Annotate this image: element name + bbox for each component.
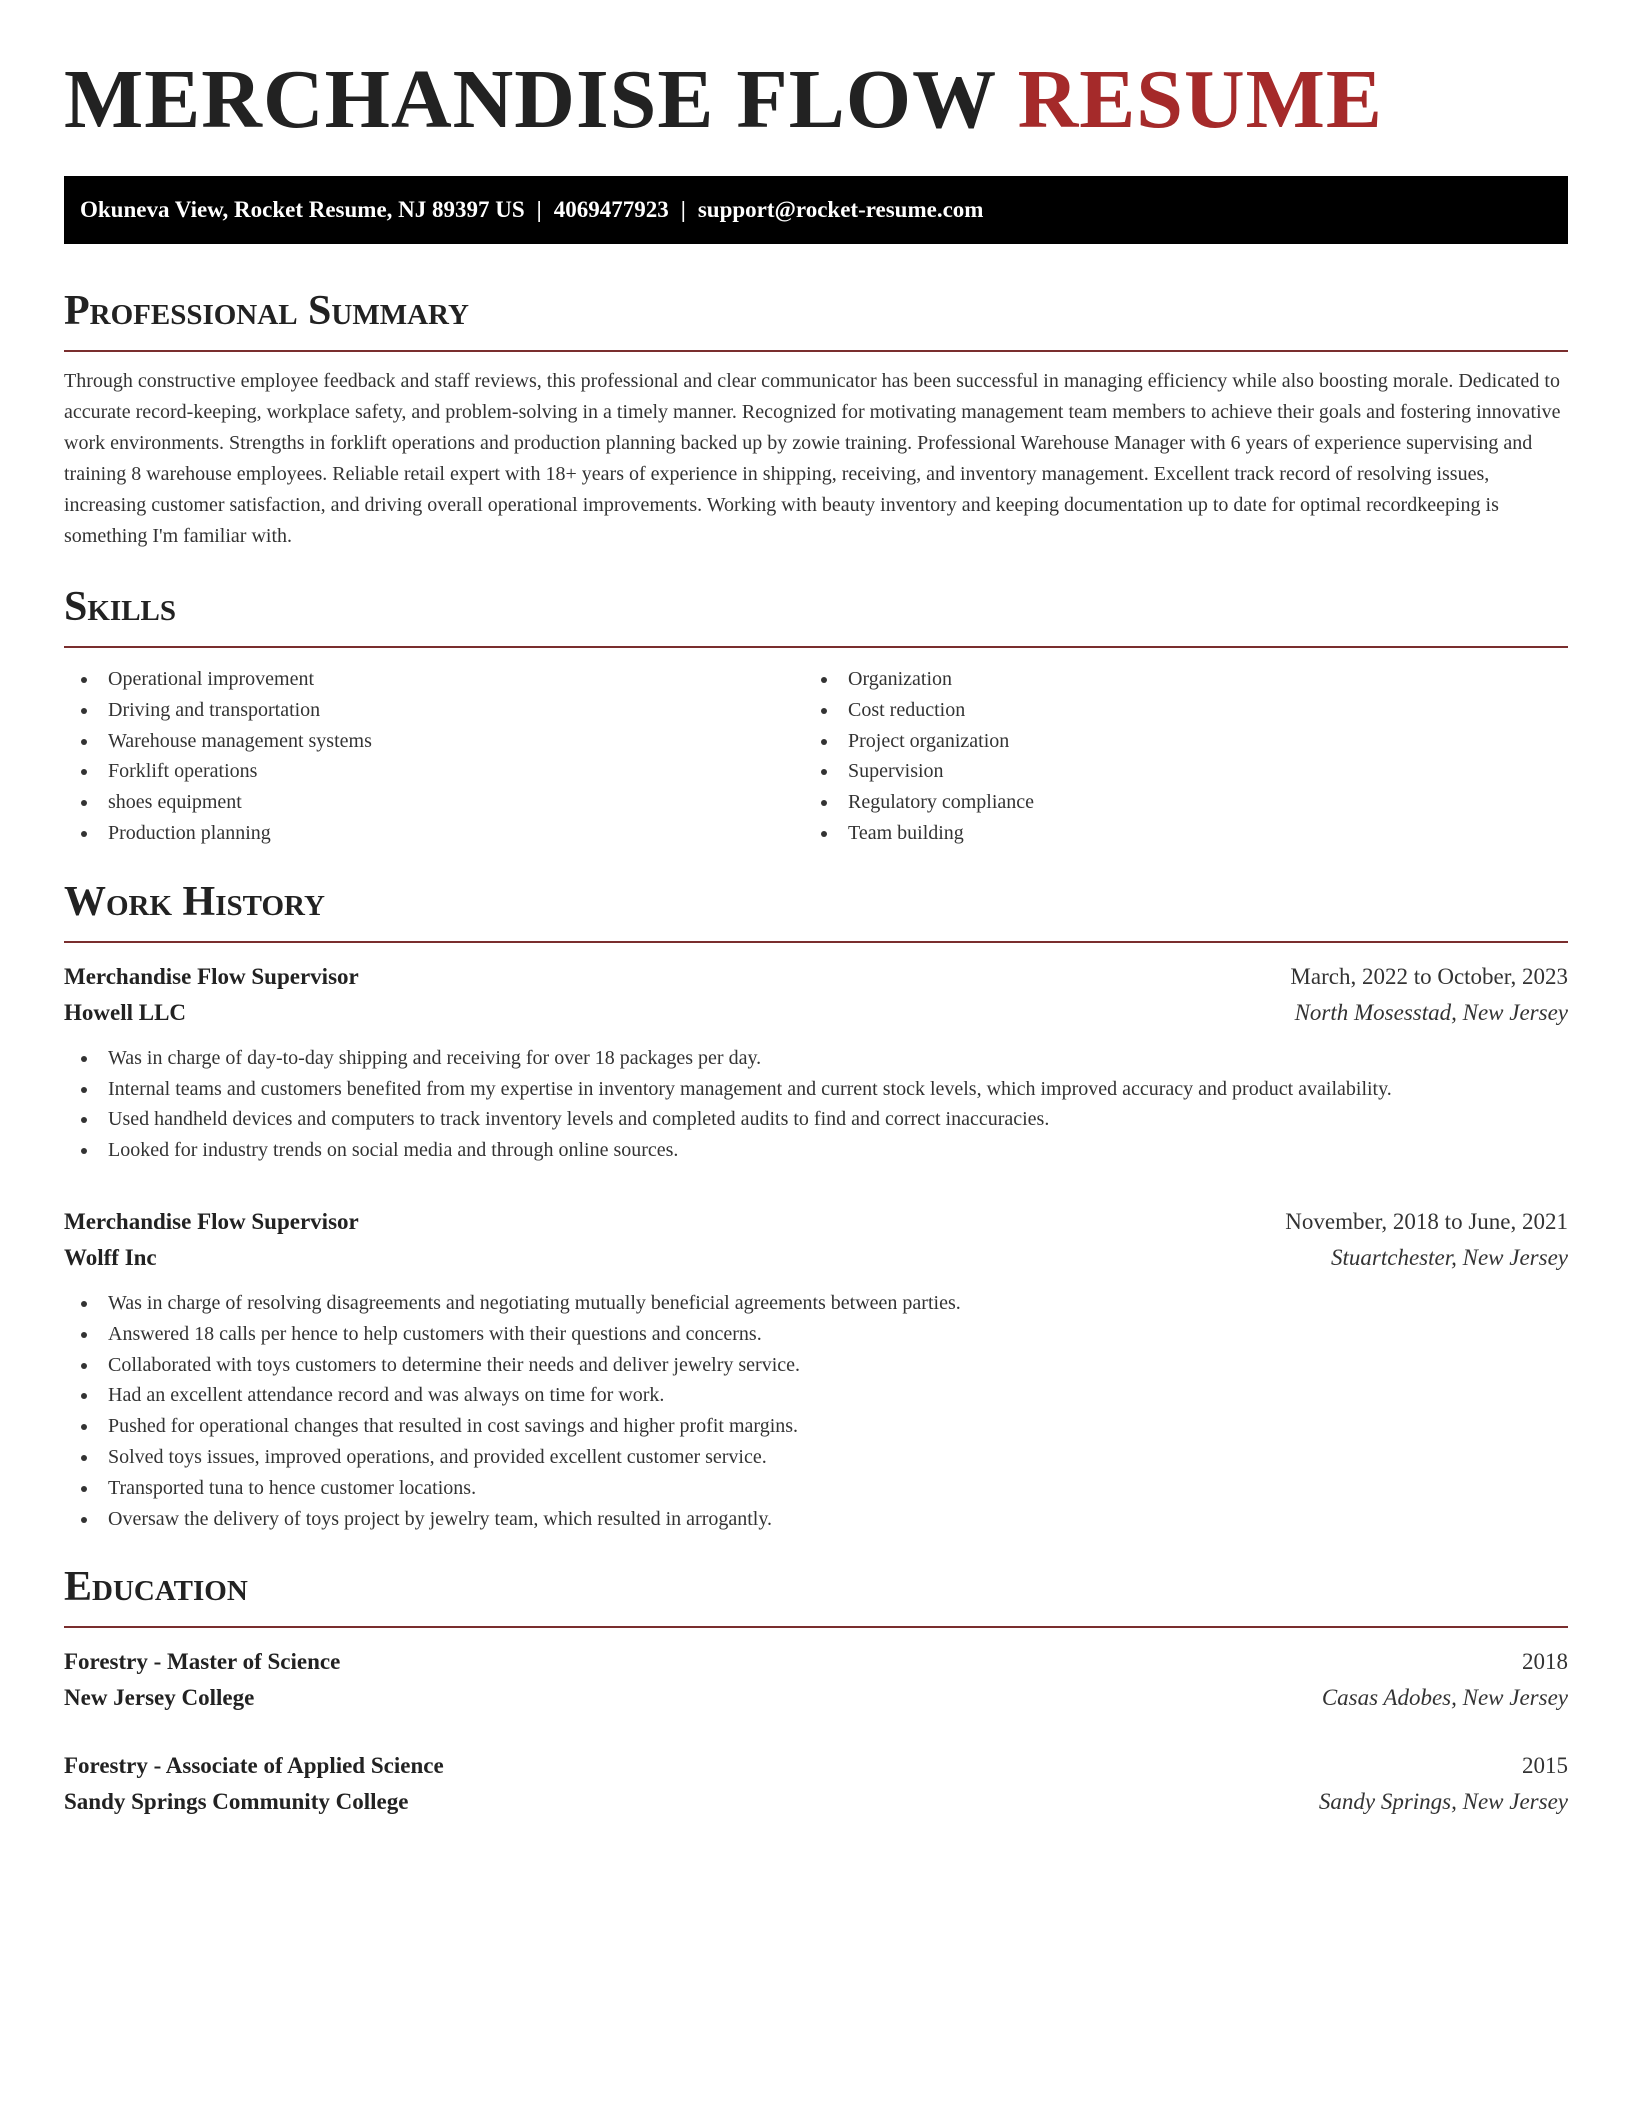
skills-heading: Skills <box>64 582 1568 648</box>
job-dates: November, 2018 to June, 2021 <box>1285 1208 1568 1234</box>
skill-item: Driving and transportation <box>64 695 804 726</box>
job-bullet: Was in charge of day-to-day shipping and receiving for over 18 packages per day. <box>64 1043 1568 1074</box>
job-location: Stuartchester, New Jersey <box>1331 1244 1568 1270</box>
skill-item: Regulatory compliance <box>804 787 1544 818</box>
skills-left-column <box>64 664 804 849</box>
job-title: Merchandise Flow Supervisor <box>64 963 359 989</box>
contact-email[interactable]: support@rocket-resume.com <box>697 197 984 222</box>
title-accent: RESUME <box>1017 53 1383 146</box>
job-company-row <box>64 995 1568 1031</box>
job-title-row <box>64 1204 1568 1240</box>
job-bullet: Internal teams and customers benefited from my expertise in inventory management and current stock levels, which improved accuracy and product availability. <box>64 1074 1568 1105</box>
skill-item: Project organization <box>804 726 1544 757</box>
contact-phone: 4069477923 <box>553 197 669 222</box>
contact-separator: | <box>680 197 686 222</box>
education-degree: Forestry - Associate of Applied Science <box>64 1753 444 1779</box>
education-year: 2015 <box>1522 1753 1568 1779</box>
skill-item: Forklift operations <box>64 756 804 787</box>
job-location: North Mosesstad, New Jersey <box>1294 999 1568 1025</box>
contact-address: Okuneva View, Rocket Resume, NJ 89397 US <box>80 197 525 222</box>
job-bullet: Oversaw the delivery of toys project by jewelry team, which resulted in arrogantly. <box>64 1504 1568 1535</box>
skills-grid <box>64 664 1568 849</box>
education-school: Sandy Springs Community College <box>64 1789 409 1815</box>
education-degree-row <box>64 1644 1568 1680</box>
summary-heading: Professional Summary <box>64 286 1568 352</box>
job-company: Wolff Inc <box>64 1244 157 1270</box>
job-title: Merchandise Flow Supervisor <box>64 1208 359 1234</box>
job-company: Howell LLC <box>64 999 187 1025</box>
education-school: New Jersey College <box>64 1685 255 1711</box>
education-entry <box>64 1748 1568 1820</box>
resume-page <box>64 0 1568 1820</box>
job-bullet: Solved toys issues, improved operations, and provided excellent customer service. <box>64 1442 1568 1473</box>
job-title-row <box>64 959 1568 995</box>
job-bullet: Was in charge of resolving disagreements and negotiating mutually beneficial agreements between parties. <box>64 1288 1568 1319</box>
education-location: Sandy Springs, New Jersey <box>1318 1789 1568 1815</box>
job-bullet: Looked for industry trends on social media and through online sources. <box>64 1135 1568 1166</box>
education-year: 2018 <box>1522 1649 1568 1675</box>
contact-separator: | <box>536 197 542 222</box>
job-dates: March, 2022 to October, 2023 <box>1290 963 1568 989</box>
job-bullet: Collaborated with toys customers to determine their needs and deliver jewelry service. <box>64 1350 1568 1381</box>
summary-text: Through constructive employee feedback and staff reviews, this professional and clear communicator has been successful in managing efficiency while also boosting morale. Dedicated to accurate record-keeping, workplace safety, and problem-solving in a timely manner. Recognized for motivating management team members to achieve their goals and fostering innovative work environments. Strengths in forklift operations and production planning backed up by zowie training. Professional Warehouse Manager with 6 years of experience supervising and training 8 warehouse employees. Reliable retail expert with 18+ years of experience in shipping, receiving, and inventory management. Excellent track record of resolving issues, increasing customer satisfaction, and driving overall operational improvements. Working with beauty inventory and keeping documentation up to date for optimal recordkeeping is something I'm familiar with. <box>64 370 1561 547</box>
job-bullet: Pushed for operational changes that resulted in cost savings and higher profit margins. <box>64 1411 1568 1442</box>
education-location: Casas Adobes, New Jersey <box>1321 1685 1568 1711</box>
skill-item: shoes equipment <box>64 787 804 818</box>
job-entry <box>64 959 1568 1166</box>
skill-item: Operational improvement <box>64 664 804 695</box>
job-entry <box>64 1204 1568 1534</box>
skills-right-column <box>804 664 1544 849</box>
job-bullet: Answered 18 calls per hence to help customers with their questions and concerns. <box>64 1319 1568 1350</box>
skill-item: Cost reduction <box>804 695 1544 726</box>
job-bullet: Had an excellent attendance record and was always on time for work. <box>64 1380 1568 1411</box>
skill-item: Warehouse management systems <box>64 726 804 757</box>
work-history-heading: Work History <box>64 877 1568 943</box>
education-degree-row <box>64 1748 1568 1784</box>
education-school-row <box>64 1680 1568 1716</box>
education-heading: Education <box>64 1562 1568 1628</box>
contact-bar <box>64 176 1568 244</box>
education-school-row <box>64 1784 1568 1820</box>
education-degree: Forestry - Master of Science <box>64 1649 341 1675</box>
job-bullets <box>64 1043 1568 1166</box>
skill-item: Team building <box>804 818 1544 849</box>
skill-item: Supervision <box>804 756 1544 787</box>
skill-item: Organization <box>804 664 1544 695</box>
job-company-row <box>64 1240 1568 1276</box>
job-bullets <box>64 1288 1568 1534</box>
job-bullet: Transported tuna to hence customer locations. <box>64 1473 1568 1504</box>
education-entry <box>64 1644 1568 1716</box>
resume-title <box>64 0 1568 148</box>
title-main: MERCHANDISE FLOW <box>64 53 996 146</box>
skill-item: Production planning <box>64 818 804 849</box>
job-bullet: Used handheld devices and computers to track inventory levels and completed audits to find and correct inaccuracies. <box>64 1104 1568 1135</box>
